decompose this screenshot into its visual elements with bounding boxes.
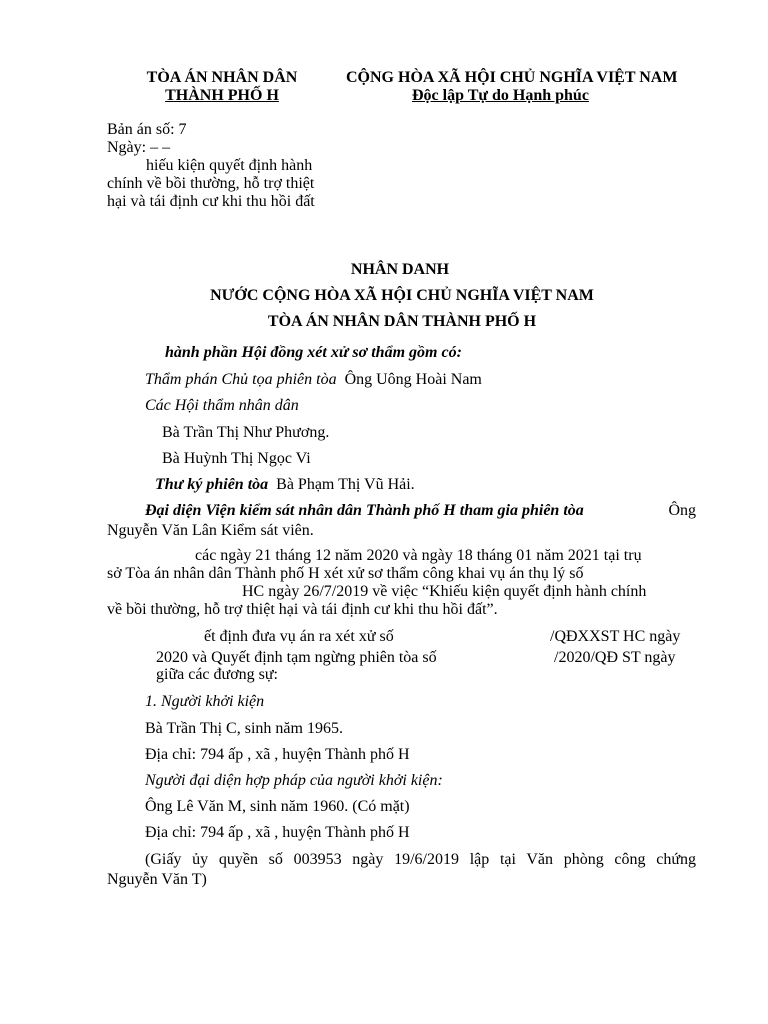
court-name-line1: TÒA ÁN NHÂN DÂN (146, 69, 298, 86)
panel-heading: hành phần Hội đồng xét xử sơ thẩm gồm có: (165, 344, 462, 361)
judge-role: Thẩm phán Chủ tọa phiên tòa (145, 371, 337, 388)
hearing-para-line3: HC ngày 26/7/2019 về việc “Khiếu kiện quyết định hành chính (242, 583, 647, 600)
representative-heading: Người đại diện hợp pháp của người khởi kiện: (145, 772, 443, 789)
case-number: Bản án số: 7 (107, 121, 187, 138)
procurator-tail: Ông (668, 502, 696, 519)
juror-2: Bà Huỳnh Thị Ngọc Vi (162, 450, 311, 467)
decision-line1a: ết định đưa vụ án ra xét xử số (204, 628, 394, 645)
decision-line3: giữa các đương sự: (156, 666, 278, 683)
procurator-line (145, 503, 696, 519)
plaintiff-heading: 1. Người khởi kiện (145, 693, 265, 710)
title-country: NƯỚC CỘNG HÒA XÃ HỘI CHỦ NGHĨA VIỆT NAM (210, 287, 594, 304)
juror-1: Bà Trần Thị Như Phương. (162, 424, 330, 441)
judge-line (145, 372, 482, 388)
representative-name: Ông Lê Văn M, sinh năm 1960. (Có mặt) (145, 798, 410, 815)
case-date: Ngày: – – (107, 139, 171, 156)
plaintiff-name: Bà Trần Thị C, sinh năm 1965. (145, 720, 343, 737)
decision-line2a: 2020 và Quyết định tạm ngừng phiên tòa số (156, 649, 437, 666)
court-name-line2: THÀNH PHỐ H (165, 87, 279, 104)
clerk-line (155, 477, 415, 493)
hearing-para-line4: về bồi thường, hỗ trợ thiệt hại và tái định cư khi thu hồi đất”. (107, 601, 498, 618)
decision-line1b: /QĐXXST HC ngày (550, 628, 681, 645)
clerk-label: Thư ký phiên tòa (155, 476, 269, 493)
power-of-attorney-line1: (Giấy ủy quyền số 003953 ngày 19/6/2019 lập tại Văn phòng công chứng (145, 851, 696, 868)
plaintiff-address: Địa chỉ: 794 ấp , xã , huyện Thành phố H (145, 746, 410, 763)
procurator-name: Nguyễn Văn Lân Kiểm sát viên. (107, 522, 314, 539)
procurator-label: Đại diện Viện kiểm sát nhân dân Thành phố H tham gia phiên tòa (145, 502, 584, 519)
jurors-label: Các Hội thẩm nhân dân (145, 397, 299, 414)
title-in-the-name: NHÂN DANH (350, 261, 450, 278)
judge-name: Ông Uông Hoài Nam (344, 371, 482, 388)
hearing-para-line1: các ngày 21 tháng 12 năm 2020 và ngày 18 tháng 01 năm 2021 tại trụ (195, 547, 642, 564)
decision-line2b: /2020/QĐ ST ngày (554, 649, 676, 666)
title-court: TÒA ÁN NHÂN DÂN THÀNH PHỐ H (267, 313, 537, 330)
representative-address: Địa chỉ: 794 ấp , xã , huyện Thành phố H (145, 824, 410, 841)
case-subject-line3: hại và tái định cư khi thu hồi đất (107, 193, 315, 210)
national-slogan: Độc lập Tự do Hạnh phúc (412, 87, 589, 104)
hearing-para-line2: sở Tòa án nhân dân Thành phố H xét xử sơ thẩm công khai vụ án thụ lý số (107, 565, 584, 582)
case-subject-line2: chính về bồi thường, hỗ trợ thiệt (107, 175, 315, 192)
national-motto: CỘNG HÒA XÃ HỘI CHỦ NGHĨA VIỆT NAM (346, 69, 678, 86)
case-subject-line1: hiếu kiện quyết định hành (146, 157, 313, 174)
clerk-name: Bà Phạm Thị Vũ Hải. (276, 476, 415, 493)
power-of-attorney-line2: Nguyễn Văn T) (107, 871, 207, 888)
